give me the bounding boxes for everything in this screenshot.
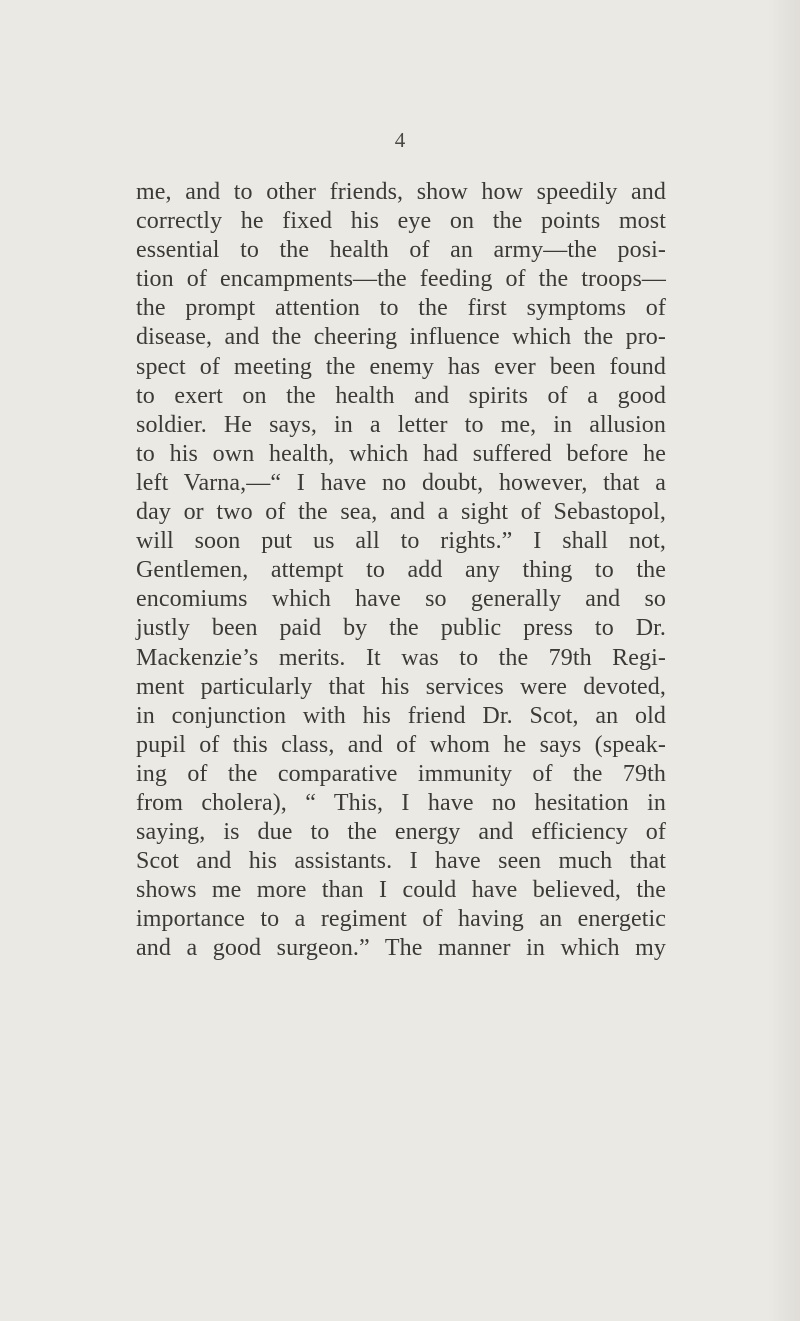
text-line: saying, is due to the energy and efficiency of [136, 819, 666, 846]
text-line: shows me more than I could have believed, the [136, 877, 666, 904]
text-line: essential to the health of an army—the posi- [136, 237, 666, 264]
text-line: the prompt attention to the first symptoms of [136, 295, 666, 322]
text-line: Mackenzie’s merits. It was to the 79th Regi- [136, 644, 666, 671]
text-line: to his own health, which had suffered before he [136, 440, 666, 467]
text-line: tion of encampments—the feeding of the troops— [136, 266, 666, 293]
text-line: to exert on the health and spirits of a good [136, 382, 666, 409]
text-line: from cholera), “ This, I have no hesitation in [136, 789, 666, 816]
text-line: pupil of this class, and of whom he says (speak- [136, 731, 666, 758]
text-line: disease, and the cheering influence which the pro- [136, 324, 666, 351]
text-line: me, and to other friends, show how speedily and [136, 179, 666, 205]
text-line: Gentlemen, attempt to add any thing to the [136, 557, 666, 584]
text-line: correctly he fixed his eye on the points most [136, 208, 666, 235]
body-paragraph [136, 178, 666, 964]
text-line: and a good surgeon.” The manner in which my [136, 935, 666, 962]
text-line: importance to a regiment of having an energetic [136, 906, 666, 933]
text-line: ing of the comparative immunity of the 79th [136, 760, 666, 787]
text-line: day or two of the sea, and a sight of Sebastopol, [136, 499, 666, 526]
text-line: will soon put us all to rights.” I shall not, [136, 528, 666, 555]
page-number: 4 [394, 128, 406, 152]
text-line: justly been paid by the public press to Dr. [136, 615, 666, 642]
text-line: in conjunction with his friend Dr. Scot, an old [136, 702, 666, 729]
text-line: left Varna,—“ I have no doubt, however, that a [136, 469, 666, 496]
text-line: encomiums which have so generally and so [136, 586, 666, 613]
text-line: spect of meeting the enemy has ever been found [136, 353, 666, 380]
text-line: ment particularly that his services were devoted, [136, 673, 666, 700]
text-line: soldier. He says, in a letter to me, in allusion [136, 411, 666, 438]
text-line: Scot and his assistants. I have seen much that [136, 848, 666, 875]
